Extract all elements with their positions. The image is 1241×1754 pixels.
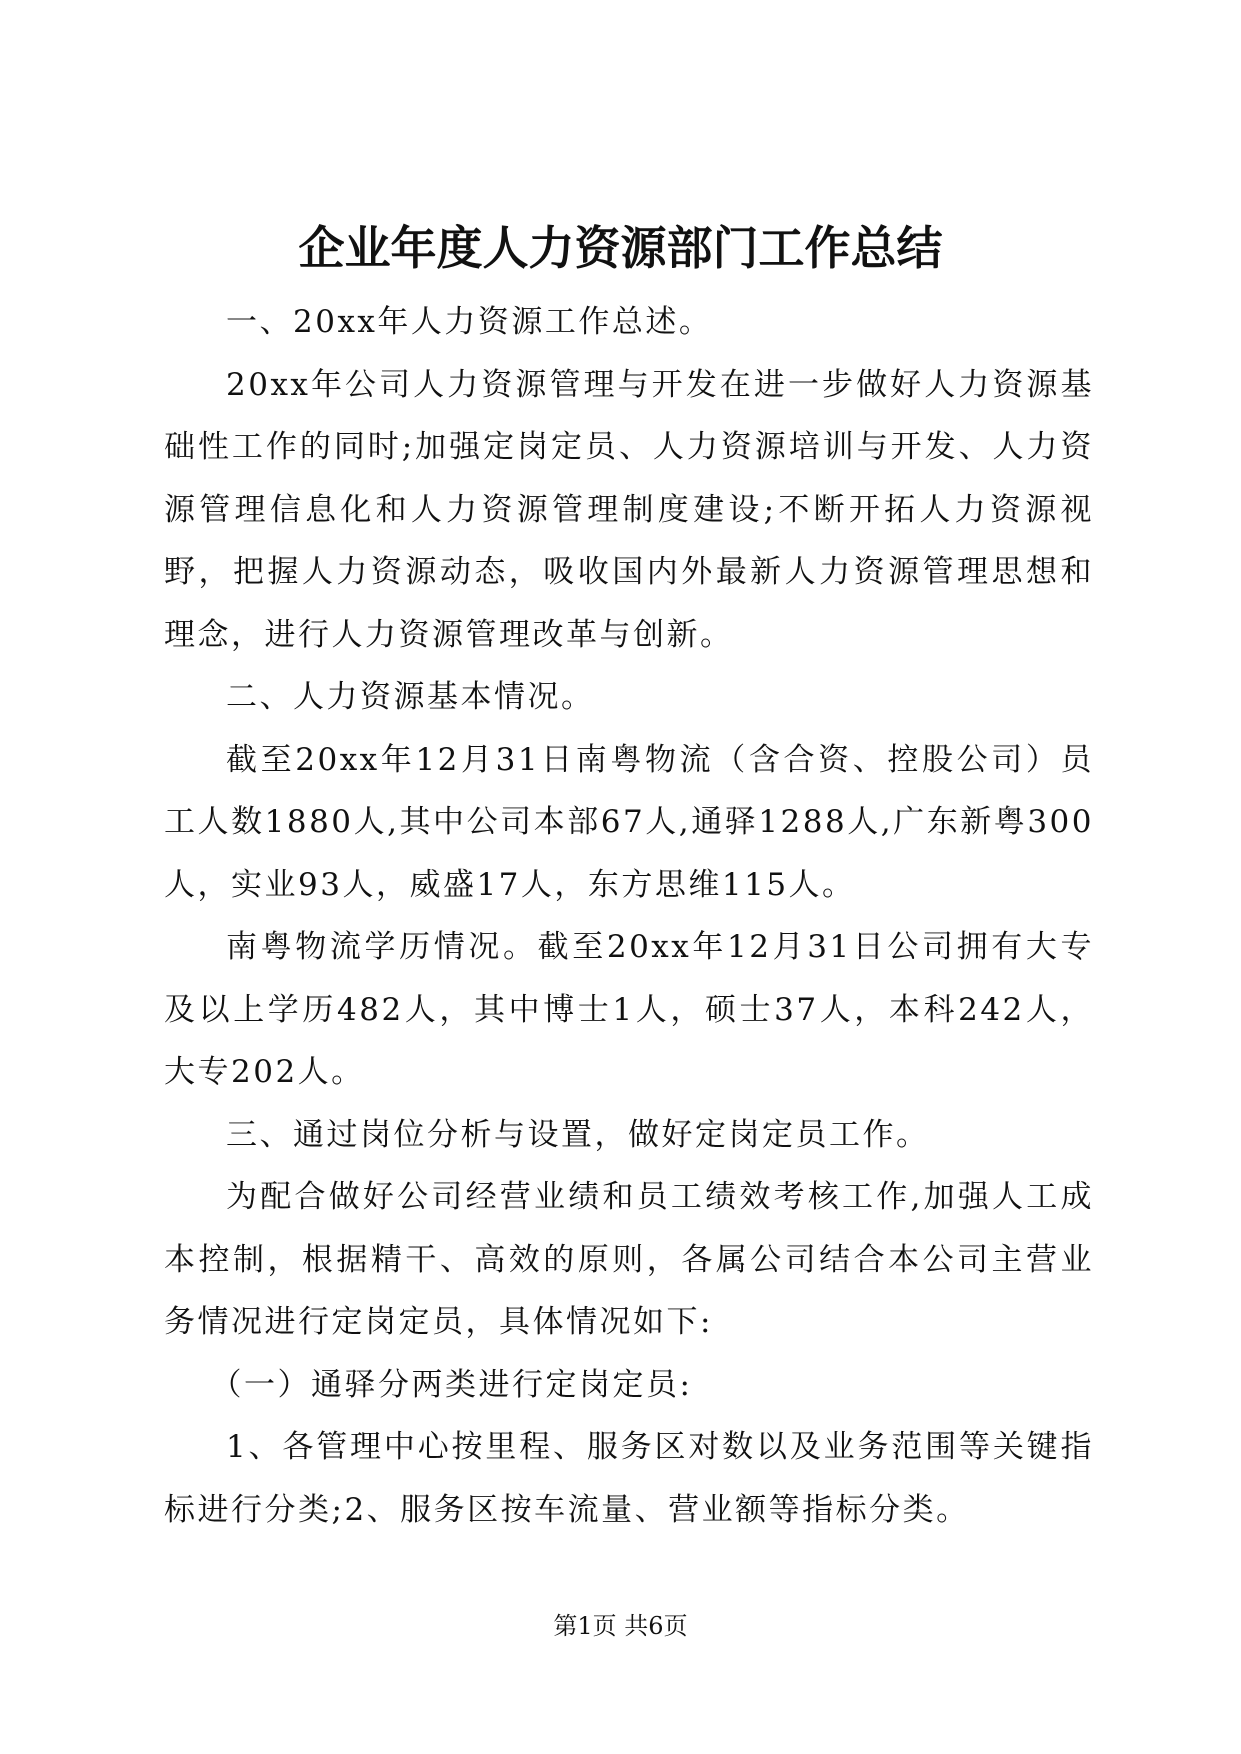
section-heading-2: 二、人力资源基本情况。 — [226, 679, 595, 715]
section-heading-3: 三、通过岗位分析与设置，做好定岗定员工作。 — [226, 1116, 930, 1153]
document-body — [164, 291, 1094, 1541]
section-heading-1: 一、20xx年人力资源工作总述。 — [226, 304, 713, 340]
paragraph-classification: 1、各管理中心按里程、服务区对数以及业务范围等关键指标进行分类;2、服务区按车流量、营业额等指标分类。 — [164, 1429, 1094, 1528]
paragraph-overview: 20xx年公司人力资源管理与开发在进一步做好人力资源基础性工作的同时;加强定岗定员、人力资源培训与开发、人力资源管理信息化和人力资源管理制度建设;不断开拓人力资源视野，把握人力资源动态，吸收国内外最新人力资源管理思想和理念，进行人力资源管理改革与创新。 — [164, 366, 1094, 653]
page-number-footer: 第1页 共6页 — [553, 1612, 688, 1640]
document-title: 企业年度人力资源部门工作总结 — [298, 221, 943, 275]
paragraph-positions: 为配合做好公司经营业绩和员工绩效考核工作,加强人工成本控制，根据精干、高效的原则，各属公司结合本公司主营业务情况进行定岗定员，具体情况如下: — [164, 1179, 1094, 1340]
paragraph-staff-count: 截至20xx年12月31日南粤物流（含合资、控股公司）员工人数1880人,其中公司本部67人,通驿1288人,广东新粤300人，实业93人，威盛17人，东方思维115人。 — [164, 741, 1094, 903]
paragraph-education: 南粤物流学历情况。截至20xx年12月31日公司拥有大专及以上学历482人，其中博士1人，硕士37人，本科242人，大专202人。 — [164, 929, 1094, 1090]
subsection-heading-1: （一）通驿分两类进行定岗定员: — [210, 1366, 693, 1403]
